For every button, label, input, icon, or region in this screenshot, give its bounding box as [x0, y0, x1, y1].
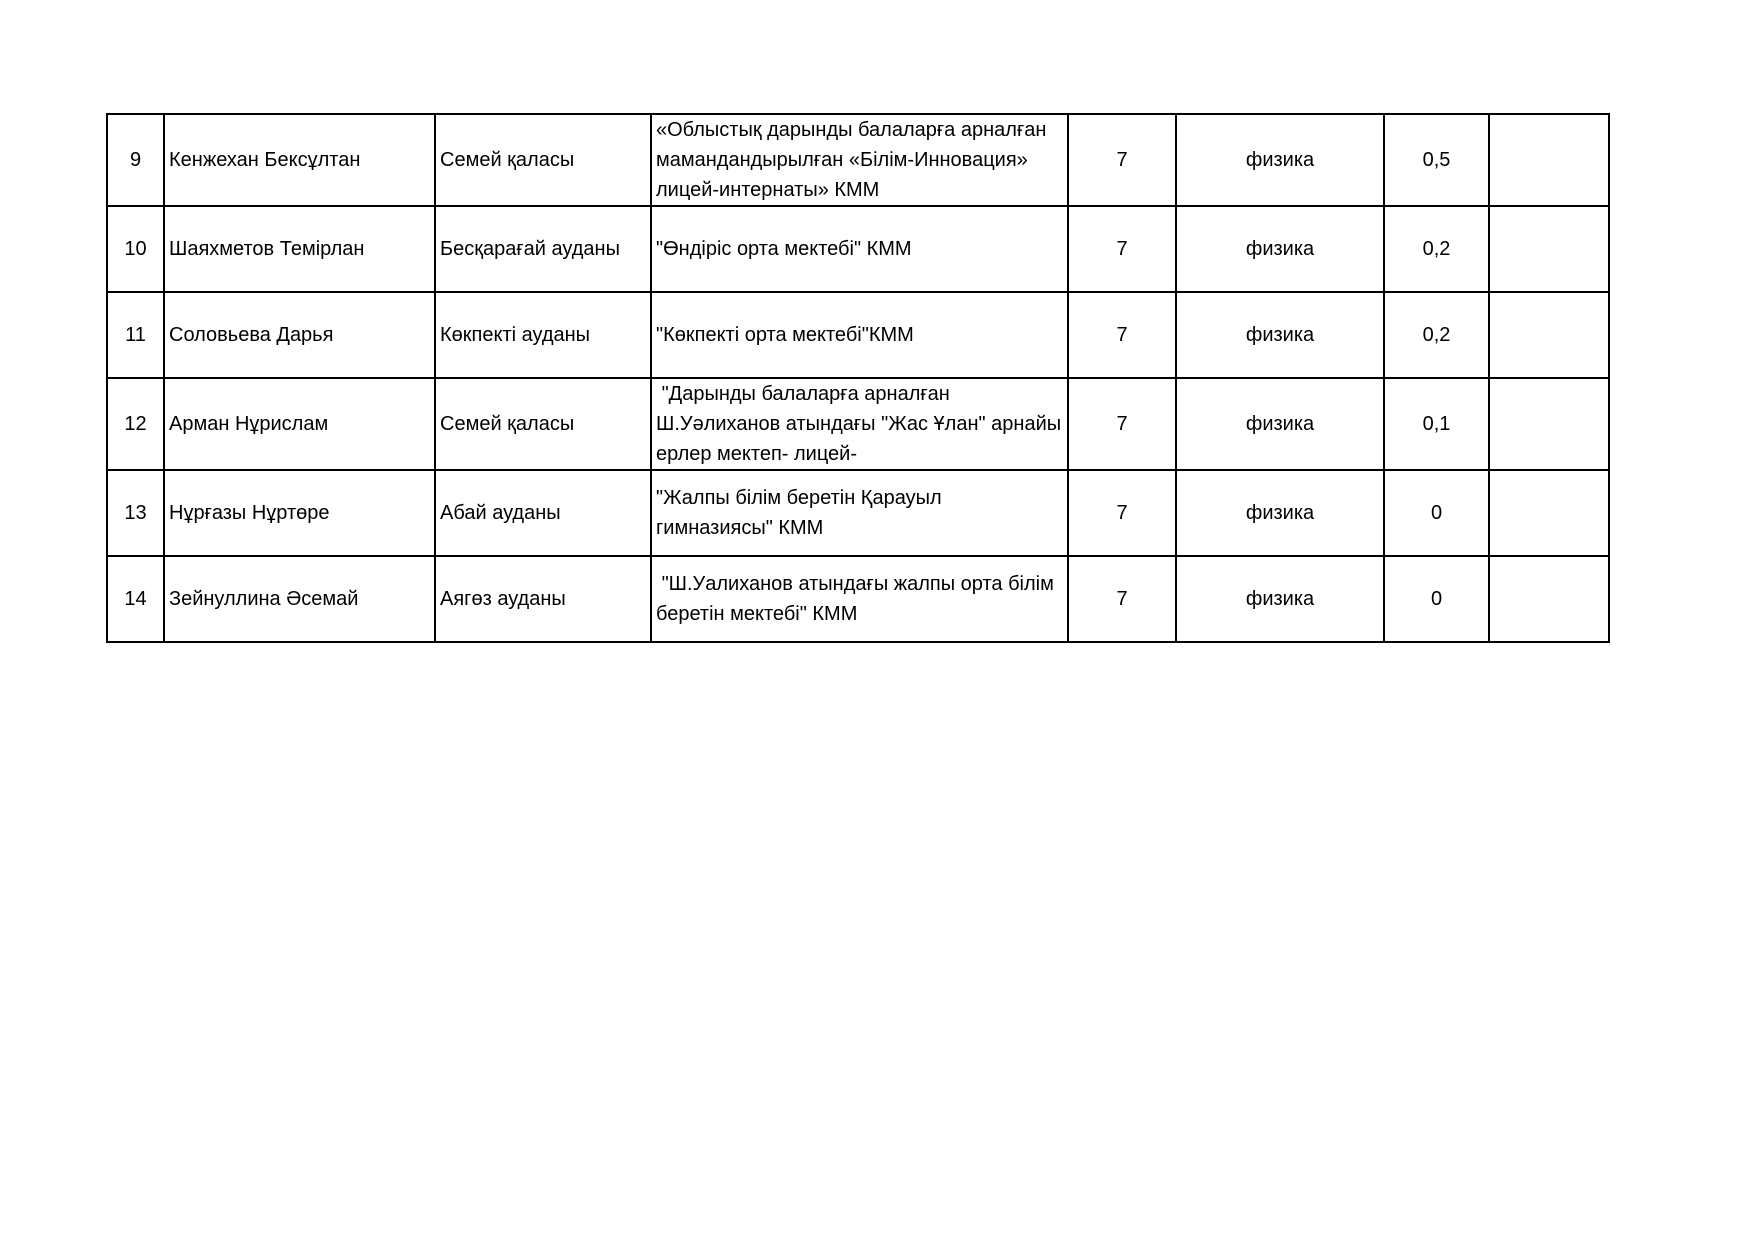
district-cell: Абай ауданы [435, 470, 651, 556]
table-row [107, 206, 1609, 292]
score-cell: 0,1 [1384, 378, 1489, 470]
school-cell [651, 470, 1068, 556]
score-cell: 0 [1384, 556, 1489, 642]
school-text: "Өндіріс орта мектебі" КММ [656, 238, 912, 260]
grade-cell: 7 [1068, 378, 1176, 470]
district-cell: Аягөз ауданы [435, 556, 651, 642]
subject-cell: физика [1176, 470, 1384, 556]
grade-cell: 7 [1068, 470, 1176, 556]
district-cell: Бесқарағай ауданы [435, 206, 651, 292]
grade-cell: 7 [1068, 206, 1176, 292]
results-table-body [107, 114, 1609, 642]
extra-cell [1489, 292, 1609, 378]
table-row [107, 378, 1609, 470]
score-cell: 0,2 [1384, 292, 1489, 378]
district-cell: Көкпекті ауданы [435, 292, 651, 378]
grade-cell: 7 [1068, 556, 1176, 642]
row-number-cell: 10 [107, 206, 164, 292]
school-text: «Облыстық дарынды балаларға арналған мамандандырылған «Білім-Инновация» лицей-интернаты» КММ [656, 119, 1052, 201]
subject-cell: физика [1176, 114, 1384, 206]
table-row [107, 556, 1609, 642]
subject-cell: физика [1176, 292, 1384, 378]
school-cell [651, 114, 1068, 206]
participant-name-cell: Нұрғазы Нұртөре [164, 470, 435, 556]
results-table [106, 113, 1610, 643]
table-row [107, 470, 1609, 556]
subject-cell: физика [1176, 206, 1384, 292]
extra-cell [1489, 206, 1609, 292]
district-cell: Семей қаласы [435, 378, 651, 470]
extra-cell [1489, 470, 1609, 556]
participant-name-cell: Зейнуллина Әсемай [164, 556, 435, 642]
score-cell: 0 [1384, 470, 1489, 556]
grade-cell: 7 [1068, 114, 1176, 206]
row-number-cell: 12 [107, 378, 164, 470]
school-cell [651, 206, 1068, 292]
row-number-cell: 9 [107, 114, 164, 206]
participant-name-cell: Соловьева Дарья [164, 292, 435, 378]
school-text: "Ш.Уалиханов атындағы жалпы орта білім беретін мектебі" КММ [656, 573, 1060, 625]
school-text: "Дарынды балаларға арналған Ш.Уәлиханов атындағы "Жас Ұлан" арнайы ерлер мектеп- лицей- [656, 383, 1067, 465]
extra-cell [1489, 378, 1609, 470]
row-number-cell: 13 [107, 470, 164, 556]
participant-name-cell: Арман Нұрислам [164, 378, 435, 470]
subject-cell: физика [1176, 378, 1384, 470]
row-number-cell: 14 [107, 556, 164, 642]
school-cell [651, 378, 1068, 470]
extra-cell [1489, 556, 1609, 642]
score-cell: 0,2 [1384, 206, 1489, 292]
table-row [107, 114, 1609, 206]
school-cell [651, 556, 1068, 642]
grade-cell: 7 [1068, 292, 1176, 378]
district-cell: Семей қаласы [435, 114, 651, 206]
school-cell [651, 292, 1068, 378]
school-text: "Көкпекті орта мектебі"КММ [656, 324, 914, 346]
table-row [107, 292, 1609, 378]
extra-cell [1489, 114, 1609, 206]
row-number-cell: 11 [107, 292, 164, 378]
score-cell: 0,5 [1384, 114, 1489, 206]
school-text: "Жалпы білім беретін Қарауыл гимназиясы" КММ [656, 487, 948, 539]
participant-name-cell: Кенжехан Бексұлтан [164, 114, 435, 206]
participant-name-cell: Шаяхметов Темірлан [164, 206, 435, 292]
subject-cell: физика [1176, 556, 1384, 642]
